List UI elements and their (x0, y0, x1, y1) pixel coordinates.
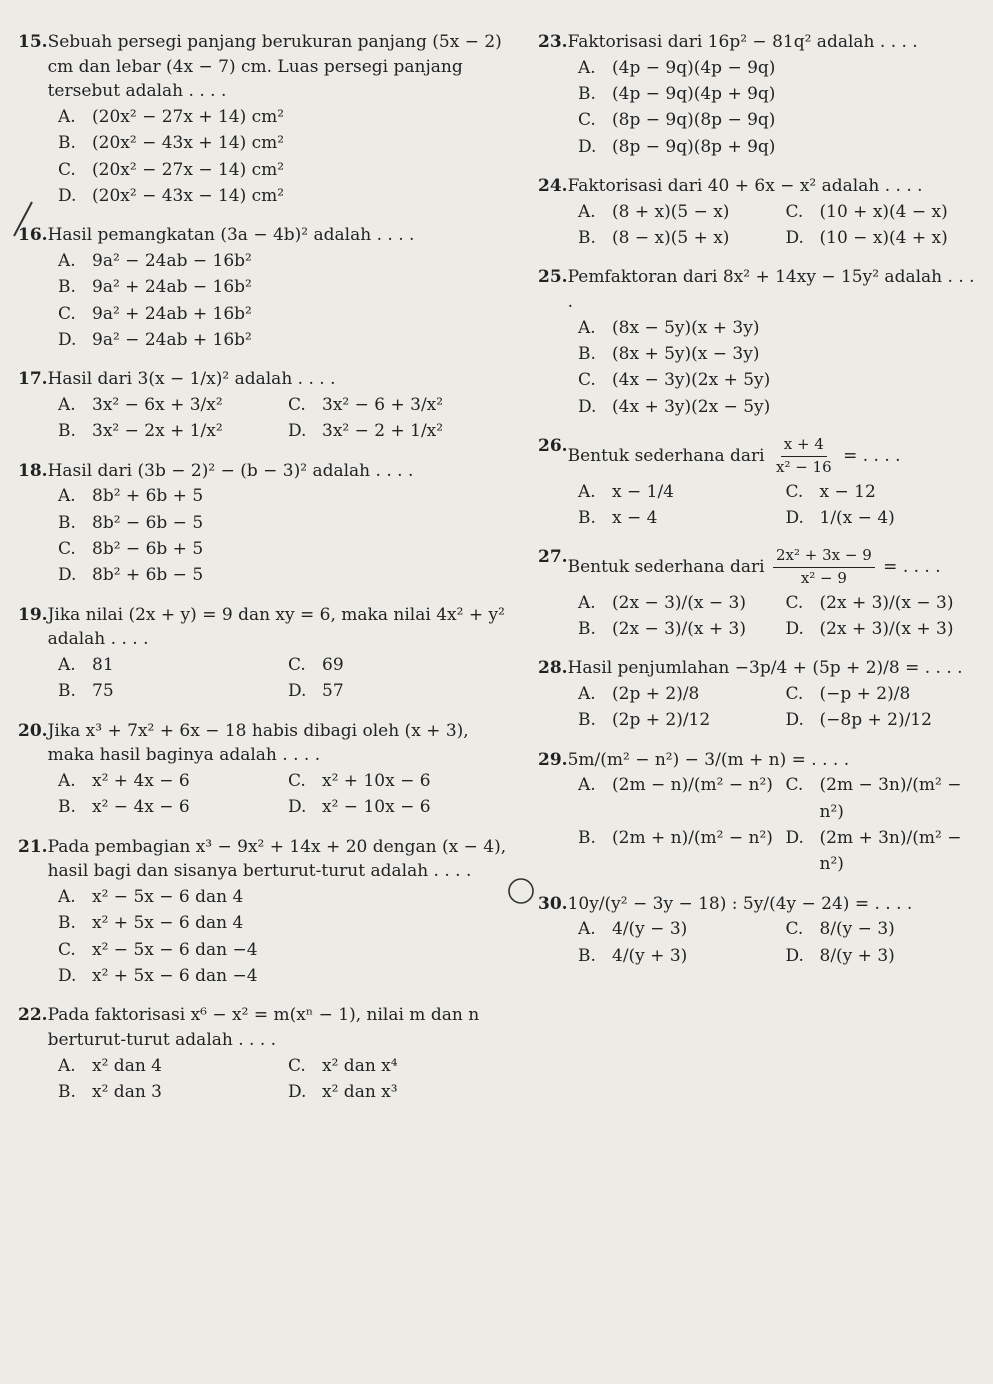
option-b[interactable]: B. x² − 4x − 6 (58, 797, 190, 818)
option-c[interactable]: C. 69 (288, 654, 344, 675)
option-d[interactable]: D. (8p − 9q)(8p + 9q) (578, 136, 776, 157)
option-c[interactable]: C. (8p − 9q)(8p − 9q) (578, 110, 776, 131)
option-d[interactable]: D. (10 − x)(4 + x) (785, 228, 948, 248)
fraction: $\frac{x + 4}{\text{x² − 16}}$ (775, 435, 832, 476)
question-number: 22. (18, 1005, 48, 1026)
pencil-check-mark-icon (8, 198, 38, 238)
question-19 (18, 603, 508, 705)
option-b[interactable]: B. 9a² + 24ab − 16b² (58, 277, 252, 298)
option-b[interactable]: B. (2m + n)/(m² − n²) (578, 828, 773, 849)
option-d[interactable]: D. x² + 5x − 6 dan −4 (58, 965, 258, 986)
question-number: 17. (18, 369, 48, 390)
option-a[interactable]: A. 81 (58, 654, 114, 675)
option-c[interactable]: C. (10 + x)(4 − x) (785, 201, 948, 222)
option-d[interactable]: D. (20x² − 43x − 14) cm² (58, 185, 285, 206)
question-text: Pemfaktoran dari 8x² + 14xy − 15y² adalah . . . . (567, 267, 975, 312)
option-b[interactable]: B. (8x + 5y)(x − 3y) (578, 343, 760, 364)
question-27 (538, 545, 983, 642)
option-a[interactable]: A. x² − 5x − 6 dan 4 (58, 886, 244, 907)
option-d[interactable]: D. 9a² − 24ab + 16b² (58, 329, 252, 350)
question-number: 24. (538, 176, 568, 197)
question-number: 23. (538, 32, 568, 52)
question-number: 28. (538, 658, 568, 679)
option-c[interactable]: C. (20x² − 27x − 14) cm² (58, 159, 285, 180)
question-text: 5m/(m² − n²) − 3/(m + n) = . . . . (567, 749, 850, 770)
option-a[interactable]: A. 3x² − 6x + 3/x² (58, 394, 223, 415)
question-number: 30. (538, 893, 568, 914)
option-d[interactable]: D. x² dan x³ (288, 1081, 398, 1102)
option-b[interactable]: B. x² + 5x − 6 dan 4 (58, 913, 244, 934)
option-b[interactable]: B. 8b² − 6b − 5 (58, 512, 204, 533)
option-a[interactable]: A. 9a² − 24ab − 16b² (58, 250, 252, 271)
pencil-circle-mark-icon (506, 876, 536, 906)
option-a[interactable]: A. x² + 4x − 6 (58, 770, 190, 791)
question-28 (538, 656, 983, 733)
question-number: 26. (538, 436, 568, 456)
option-c[interactable]: C. x² + 10x − 6 (288, 770, 431, 791)
question-text: Hasil dari (3b − 2)² − (b − 3)² adalah . . . . (47, 460, 414, 481)
option-a[interactable]: A. x² dan 4 (58, 1055, 162, 1076)
option-c[interactable]: C. 8/(y − 3) (785, 919, 895, 940)
option-b[interactable]: B. x − 4 (578, 507, 658, 528)
option-a[interactable]: A. (2m − n)/(m² − n²) (578, 775, 773, 796)
option-c[interactable]: C. x² dan x⁴ (288, 1055, 398, 1076)
question-number: 21. (18, 836, 48, 857)
option-c[interactable]: C. 9a² + 24ab + 16b² (58, 303, 252, 324)
option-a[interactable]: A. 4/(y − 3) (578, 919, 688, 940)
question-text: Faktorisasi dari 40 + 6x − x² adalah . . . . (567, 176, 923, 197)
option-c[interactable]: C. x² − 5x − 6 dan −4 (58, 939, 258, 960)
question-text: Bentuk sederhana dari $\frac{\text{2x² + 3x − 9}}{\text{x² − 9}}$ = . . . . (568, 545, 983, 590)
question-text: Hasil penjumlahan −3p/4 + (5p + 2)/8 = . . . . (567, 658, 963, 679)
question-number: 15. (18, 32, 48, 52)
option-a[interactable]: A. (4p − 9q)(4p − 9q) (578, 57, 776, 78)
question-text: Jika nilai (2x + y) = 9 dan xy = 6, maka nilai 4x² + y² adalah . . . . (47, 604, 505, 650)
question-15 (18, 30, 508, 209)
question-22 (18, 1003, 508, 1105)
option-a[interactable]: A. (20x² − 27x + 14) cm² (58, 106, 285, 127)
option-a[interactable]: A. (8 + x)(5 − x) (578, 201, 730, 222)
question-text: Faktorisasi dari 16p² − 81q² adalah . . . . (567, 32, 918, 52)
option-d[interactable]: D. (2m + 3n)/(m² − n²) (785, 828, 962, 875)
question-text: Hasil dari 3(x − 1/x)² adalah . . . . (47, 369, 336, 390)
option-b[interactable]: B. (2x − 3)/(x + 3) (578, 619, 746, 640)
option-b[interactable]: B. x² dan 3 (58, 1081, 162, 1102)
option-c[interactable]: C. x − 12 (785, 481, 876, 502)
option-b[interactable]: B. (4p − 9q)(4p + 9q) (578, 83, 776, 104)
question-26 (538, 434, 983, 531)
question-number: 19. (18, 604, 48, 625)
left-column (18, 30, 508, 1119)
option-b[interactable]: B. 75 (58, 681, 114, 702)
right-column (538, 30, 983, 983)
question-30 (538, 892, 983, 969)
question-text: Bentuk sederhana dari $\frac{x + 4}{\text{x² − 16}}$ = . . . . (568, 434, 983, 479)
option-c[interactable]: C. (2x + 3)/(x − 3) (785, 592, 954, 613)
option-b[interactable]: B. 3x² − 2x + 1/x² (58, 421, 223, 442)
question-16 (18, 223, 508, 353)
question-text: Sebuah persegi panjang berukuran panjang (5x − 2) cm dan lebar (4x − 7) cm. Luas persegi panjang tersebut adalah . . . . (47, 32, 502, 102)
question-number: 29. (538, 749, 568, 770)
option-c[interactable]: C. (4x − 3y)(2x + 5y) (578, 370, 771, 391)
option-a[interactable]: A. (2x − 3)/(x − 3) (578, 592, 746, 613)
option-c[interactable]: C. 3x² − 6 + 3/x² (288, 394, 444, 415)
option-a[interactable]: A. (2p + 2)/8 (578, 684, 700, 705)
question-text: Jika x³ + 7x² + 6x − 18 habis dibagi oleh (x + 3), maka hasil baginya adalah . . . . (47, 720, 469, 766)
option-d[interactable]: D. (2x + 3)/(x + 3) (785, 619, 954, 640)
fraction: $\frac{\text{2x² + 3x − 9}}{\text{x² − 9}}$ (773, 545, 875, 590)
question-number: 20. (18, 720, 48, 741)
question-23 (538, 30, 983, 160)
option-d[interactable]: D. 8/(y + 3) (785, 945, 895, 966)
option-d[interactable]: D. (4x + 3y)(2x − 5y) (578, 396, 771, 417)
option-c[interactable]: C. (2m − 3n)/(m² − n²) (785, 775, 962, 822)
option-d[interactable]: D. (−8p + 2)/12 (785, 710, 932, 731)
option-b[interactable]: B. (8 − x)(5 + x) (578, 228, 730, 248)
option-d[interactable]: D. 3x² − 2 + 1/x² (288, 421, 444, 442)
question-20 (18, 719, 508, 821)
question-24 (538, 174, 983, 251)
question-number: 18. (18, 460, 48, 481)
option-d[interactable]: D. 8b² + 6b − 5 (58, 565, 204, 586)
option-b[interactable]: B. (20x² − 43x + 14) cm² (58, 133, 285, 154)
option-d[interactable]: D. 1/(x − 4) (785, 507, 895, 528)
option-b[interactable]: B. (2p + 2)/12 (578, 710, 711, 731)
question-text: 10y/(y² − 3y − 18) : 5y/(4y − 24) = . . . . (567, 893, 913, 914)
question-18 (18, 459, 508, 589)
question-29 (538, 748, 983, 878)
option-b[interactable]: B. 4/(y + 3) (578, 945, 688, 966)
option-a[interactable]: A. x − 1/4 (578, 481, 674, 502)
option-a[interactable]: A. 8b² + 6b + 5 (58, 486, 204, 507)
option-d[interactable]: D. x² − 10x − 6 (288, 797, 431, 818)
question-number: 25. (538, 267, 568, 288)
question-number: 16. (18, 225, 48, 246)
option-d[interactable]: D. 57 (288, 681, 344, 702)
option-c[interactable]: C. (−p + 2)/8 (785, 684, 911, 705)
question-text: Hasil pemangkatan (3a − 4b)² adalah . . . . (47, 225, 415, 246)
option-a[interactable]: A. (8x − 5y)(x + 3y) (578, 317, 760, 338)
question-17 (18, 367, 508, 444)
question-text: Pada pembagian x³ − 9x² + 14x + 20 dengan (x − 4), hasil bagi dan sisanya berturut-turut adalah . . . . (47, 836, 507, 882)
question-25 (538, 265, 983, 420)
question-21 (18, 835, 508, 990)
question-number: 27. (538, 547, 568, 568)
question-text: Pada faktorisasi x⁶ − x² = m(xⁿ − 1), nilai m dan n berturut-turut adalah . . . . (47, 1005, 480, 1050)
option-c[interactable]: C. 8b² − 6b + 5 (58, 538, 204, 559)
